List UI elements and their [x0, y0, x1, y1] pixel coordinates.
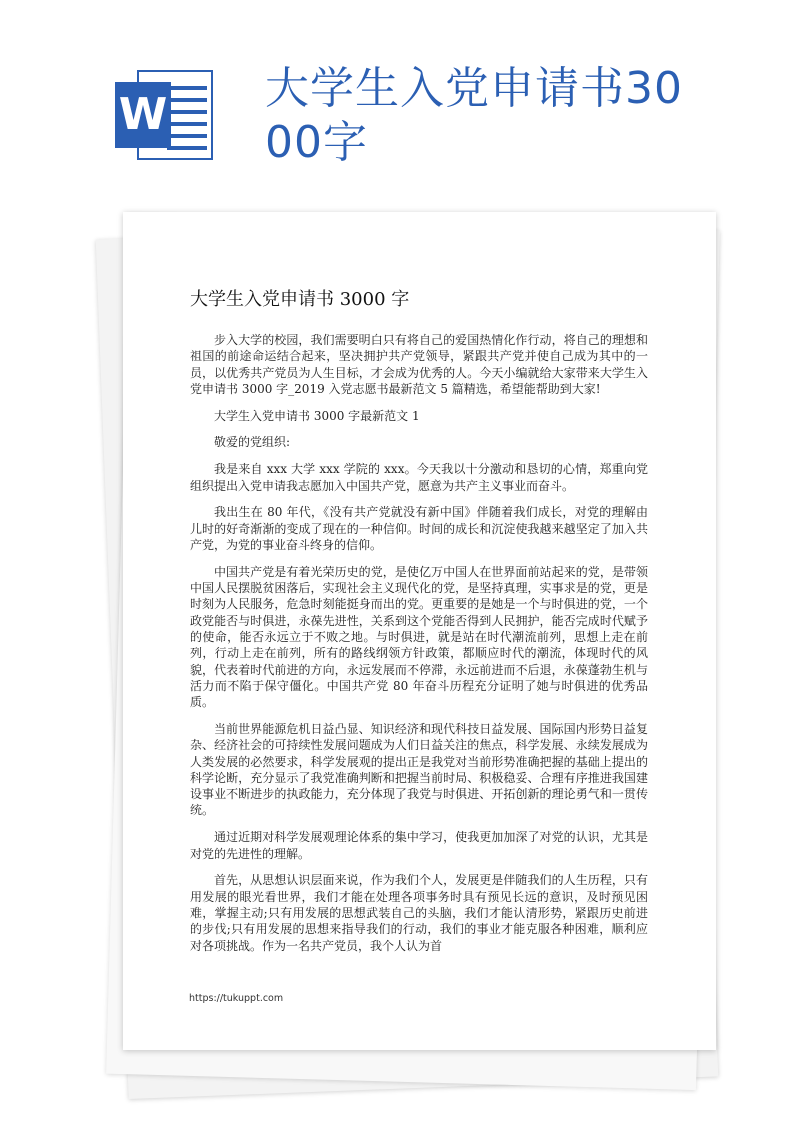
paragraph: 大学生入党申请书 3000 字最新范文 1	[214, 408, 420, 423]
paragraph: 当前世界能源危机日益凸显、知识经济和现代科技日益发展、国际国内形势日益复杂、经济社会的可持续性发展问题成为人们日益关注的焦点，科学发展、永续发展成为人类发展的必然要求，科学发展观的提出正是我党对当前形势准确把握的基础上提出的科学论断，充分显示了我党准确判断和把握当前时局、积极稳妥、合理有序推进我国建设事业不断进步的执政能力，充分体现了我党与时俱进、开拓创新的理论勇气和一贯传统。	[190, 721, 648, 818]
document-body	[190, 287, 648, 964]
paragraph: 通过近期对科学发展观理论体系的集中学习，使我更加加深了对党的认识，尤其是对党的先进性的理解。	[190, 830, 648, 861]
paragraph: 我是来自 xxx 大学 xxx 学院的 xxx。今天我以十分激动和恳切的心情，郑重向党组织提出入党申请我志愿加入中国共产党，愿意为共产主义事业而奋斗。	[190, 462, 648, 493]
footer-url: https://tukuppt.com	[189, 993, 284, 1004]
header	[0, 0, 800, 200]
paragraph: 步入大学的校园，我们需要明白只有将自己的爱国热情化作行动，将自己的理想和祖国的前途命运结合起来，坚决拥护共产党领导，紧跟共产党并使自己成为其中的一员，以优秀共产党员为人生目标，才会成为优秀的人。今天小编就给大家带来大学生入党申请书 3000 字_2019 入党志愿书最新范文 5 篇精选，希望能帮助到大家!	[190, 333, 648, 396]
paragraph: 首先，从思想认识层面来说，作为我们个人，发展更是伴随我们的人生历程，只有用发展的眼光看世界，我们才能在处理各项事务时具有预见长远的意识，及时预见困难，掌握主动;只有用发展的思想武装自己的头脑，我们才能认清形势，紧跟历史前进的步伐;只有用发展的思想来指导我们的行动，我们的事业才能克服各种困难，顺利应对各项挑战。作为一名共产党员，我个人认为首	[190, 873, 648, 953]
page-title: 大学生入党申请书3000字	[265, 63, 683, 168]
paragraph: 中国共产党是有着光荣历史的党，是使亿万中国人在世界面前站起来的党，是带领中国人民摆脱贫困落后，实现社会主义现代化的党，是坚持真理，实事求是的党，更是时刻为人民服务，危急时刻能挺身而出的党。更重要的是她是一个与时俱进的党，一个政党能否与时俱进，永葆先进性，关系到这个党能否得到人民拥护，能否完成时代赋予的使命，能否永远立于不败之地。与时俱进，就是站在时代潮流前列，思想上走在前列，行动上走在前列，所有的路线纲领方针政策，都顺应时代的潮流，体现时代的风貌，代表着时代前进的方向，永远发展而不停滞，永远前进而不后退，永葆蓬勃生机与活力而不陷于保守僵化。中国共产党 80 年奋斗历程充分证明了她与时俱进的优秀品质。	[190, 564, 648, 710]
document-page	[123, 212, 716, 1050]
paragraph: 我出生在 80 年代，《没有共产党就没有新中国》伴随着我们成长，对党的理解由儿时的好奇渐渐的变成了现在的一种信仰。时间的成长和沉淀使我越来越坚定了加入共产党，为党的事业奋斗终身的信仰。	[190, 505, 648, 552]
document-title: 大学生入党申请书 3000 字	[190, 289, 410, 310]
word-doc-icon	[115, 70, 215, 160]
paragraph: 敬爱的党组织:	[214, 435, 291, 450]
word-letter-badge: W	[115, 82, 171, 148]
